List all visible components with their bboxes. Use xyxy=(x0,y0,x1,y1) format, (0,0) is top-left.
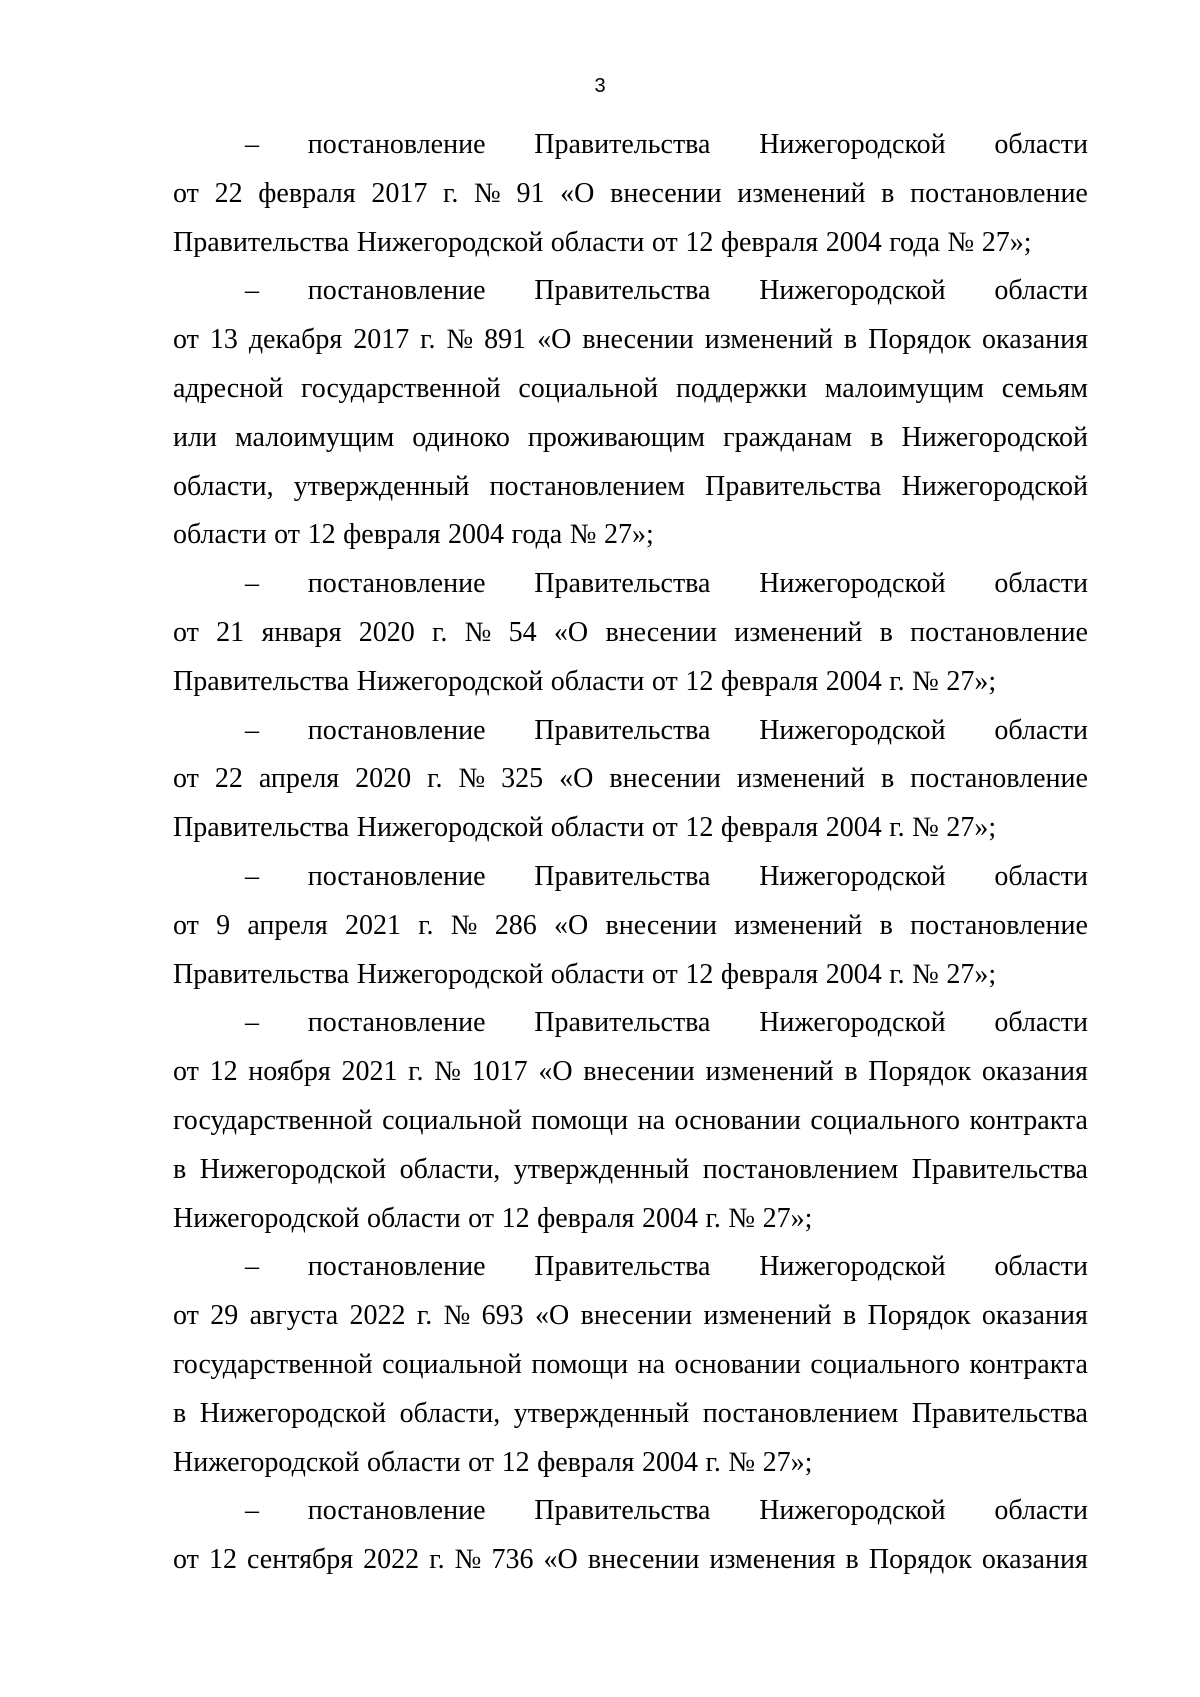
page-number: 3 xyxy=(594,75,606,97)
text-line: – постановление Правительства Нижегородской области xyxy=(245,1251,1088,1283)
paragraph xyxy=(173,853,1088,999)
text-line: – постановление Правительства Нижегородской области xyxy=(245,860,1088,892)
text-line: от 22 апреля 2020 г. № 325 «О внесении изменений в постановление xyxy=(173,763,1088,795)
text-line: государственной социальной помощи на основании социального контракта xyxy=(173,1104,1088,1136)
text-line: – постановление Правительства Нижегородской области xyxy=(245,1007,1088,1039)
paragraph xyxy=(173,999,1088,1243)
paragraph xyxy=(173,267,1088,560)
text-line: от 13 декабря 2017 г. № 891 «О внесении изменений в Порядок оказания xyxy=(173,324,1088,356)
text-line: адресной государственной социальной поддержки малоимущим семьям xyxy=(173,372,1088,404)
text-line: от 21 января 2020 г. № 54 «О внесении изменений в постановление xyxy=(173,616,1088,648)
text-line: или малоимущим одиноко проживающим гражданам в Нижегородской xyxy=(173,421,1088,453)
paragraph xyxy=(173,1243,1088,1487)
paragraph xyxy=(173,121,1088,267)
text-line: Нижегородской области от 12 февраля 2004 г. № 27»; xyxy=(173,1202,813,1234)
text-line: Правительства Нижегородской области от 12 февраля 2004 года № 27»; xyxy=(173,226,1032,258)
paragraph xyxy=(173,707,1088,853)
text-line: от 22 февраля 2017 г. № 91 «О внесении изменений в постановление xyxy=(173,177,1088,209)
paragraph xyxy=(173,560,1088,706)
text-line: – постановление Правительства Нижегородской области xyxy=(245,275,1088,307)
text-line: – постановление Правительства Нижегородской области xyxy=(245,1495,1088,1527)
text-line: от 29 августа 2022 г. № 693 «О внесении изменений в Порядок оказания xyxy=(173,1300,1088,1332)
text-line: государственной социальной помощи на основании социального контракта xyxy=(173,1348,1088,1380)
text-line: – постановление Правительства Нижегородской области xyxy=(245,129,1088,160)
text-line: от 12 ноября 2021 г. № 1017 «О внесении изменений в Порядок оказания xyxy=(173,1056,1088,1088)
text-line: Правительства Нижегородской области от 12 февраля 2004 г. № 27»; xyxy=(173,665,997,697)
text-line: области от 12 февраля 2004 года № 27»; xyxy=(173,519,654,551)
text-line: в Нижегородской области, утвержденный постановлением Правительства xyxy=(173,1397,1088,1429)
document-body xyxy=(173,121,1088,1585)
text-line: Нижегородской области от 12 февраля 2004 г. № 27»; xyxy=(173,1446,813,1478)
text-line: – постановление Правительства Нижегородской области xyxy=(245,714,1088,746)
text-line: в Нижегородской области, утвержденный постановлением Правительства xyxy=(173,1153,1088,1185)
text-line: Правительства Нижегородской области от 12 февраля 2004 г. № 27»; xyxy=(173,812,997,844)
text-line: Правительства Нижегородской области от 12 февраля 2004 г. № 27»; xyxy=(173,958,997,990)
text-line: от 9 апреля 2021 г. № 286 «О внесении изменений в постановление xyxy=(173,909,1088,941)
text-line: – постановление Правительства Нижегородской области xyxy=(245,568,1088,600)
text-line: от 12 сентября 2022 г. № 736 «О внесении изменения в Порядок оказания xyxy=(173,1544,1088,1576)
paragraph xyxy=(173,1487,1088,1585)
text-line: области, утвержденный постановлением Правительства Нижегородской xyxy=(173,470,1088,502)
